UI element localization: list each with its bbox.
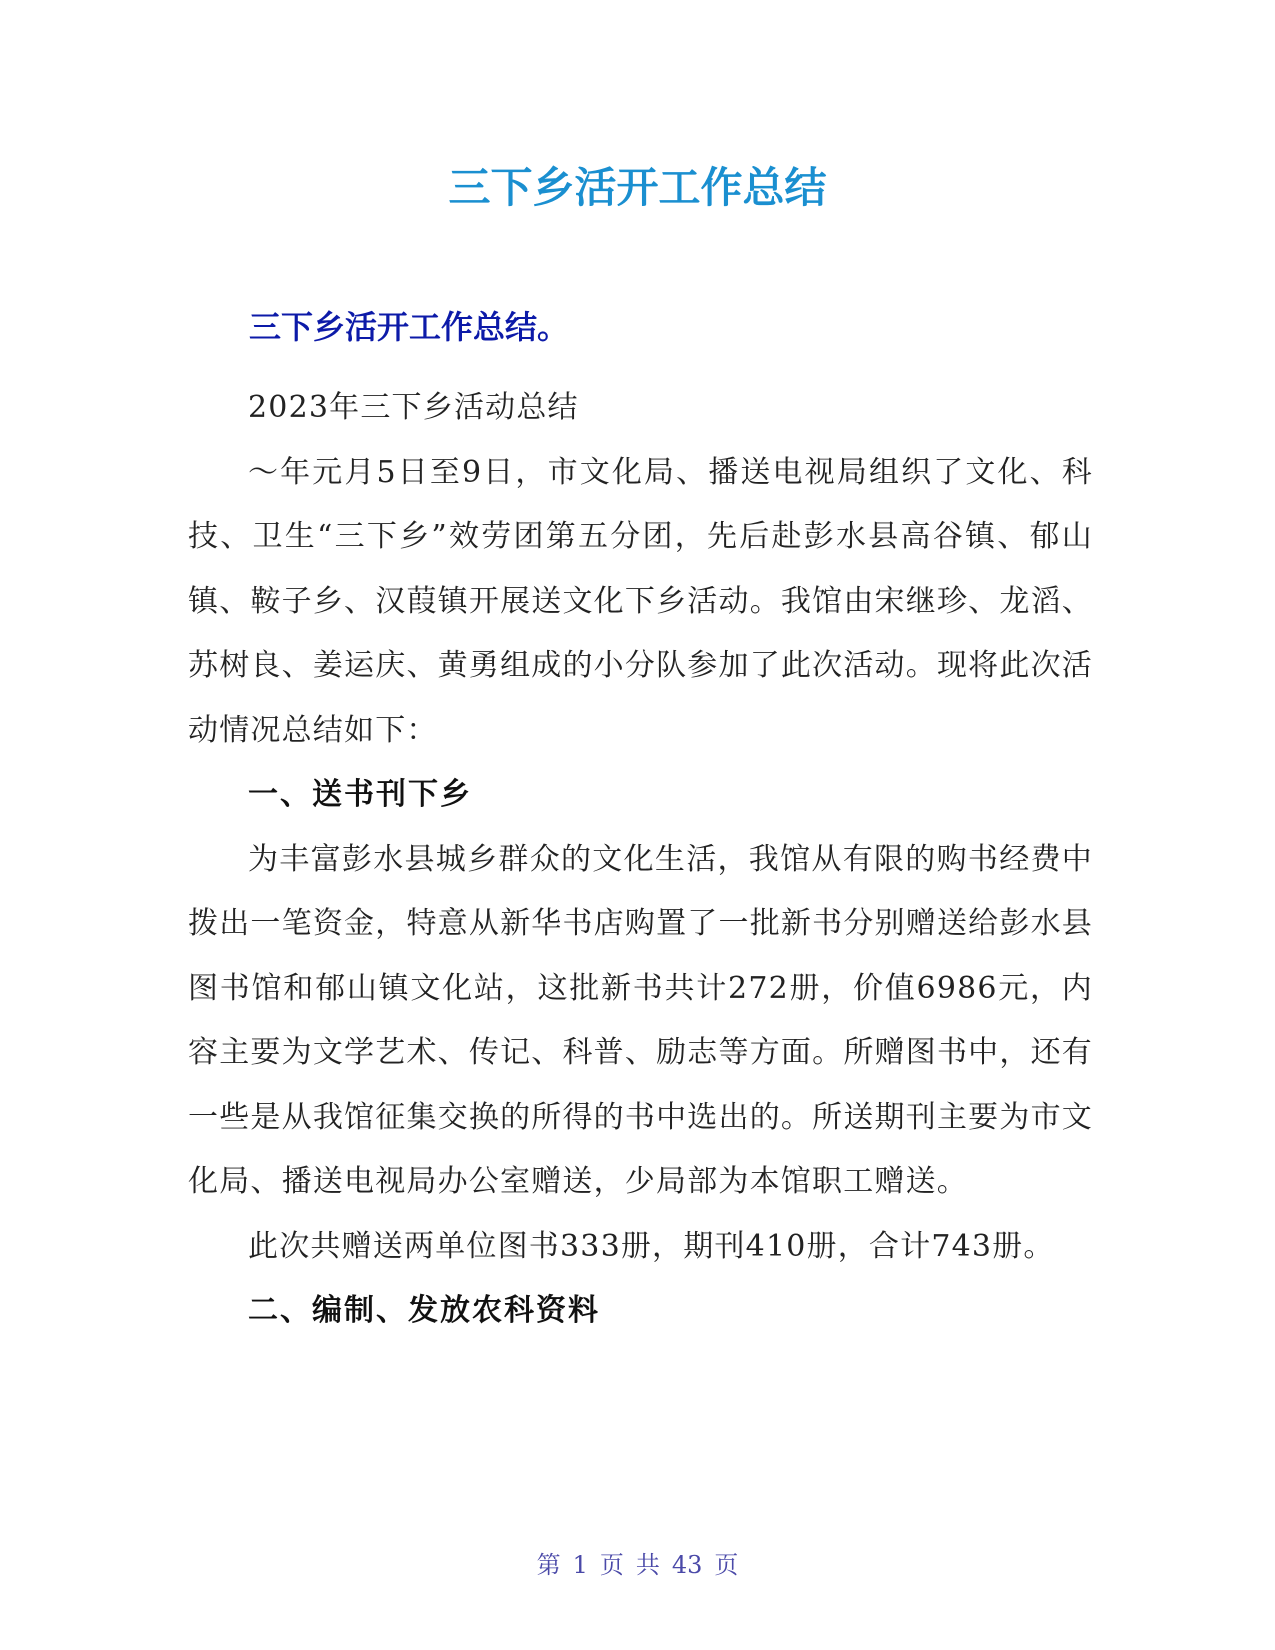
section-title: 三下乡活开工作总结。 xyxy=(249,308,570,346)
paragraph-books-detail: 为丰富彭水县城乡群众的文化生活，我馆从有限的购书经费中拨出一笔资金，特意从新华书店购置了一批新书分别赠送给彭水县图书馆和郁山镇文化站，这批新书共计272册，价值6986元，内容主要为文学艺术、传记、科普、励志等方面。所赠图书中，还有一些是从我馆征集交换的所得的书中选出的。所送期刊主要为市文化局、播送电视局办公室赠送，少局部为本馆职工赠送。 xyxy=(188,841,1093,1199)
footer-page-unit: 页 xyxy=(599,1551,624,1579)
page-footer xyxy=(0,1549,1275,1581)
document-title: 三下乡活开工作总结 xyxy=(448,163,827,212)
footer-current-page: 1 xyxy=(572,1551,588,1579)
document-body xyxy=(188,376,1093,1344)
paragraph-intro: ～年元月5日至9日，市文化局、播送电视局组织了文化、科技、卫生“三下乡”效劳团第五分团，先后赴彭水县高谷镇、郁山镇、鞍子乡、汉葭镇开展送文化下乡活动。我馆由宋继珍、龙滔、苏树良、姜运庆、黄勇组成的小分队参加了此次活动。现将此次活动情况总结如下： xyxy=(188,454,1093,748)
heading-send-books: 一、送书刊下乡 xyxy=(248,777,472,812)
footer-total-pages: 43 xyxy=(671,1551,703,1579)
footer-total-unit: 页 xyxy=(714,1551,739,1579)
heading-agri-materials: 二、编制、发放农科资料 xyxy=(248,1293,600,1328)
footer-total-label: 共 xyxy=(635,1551,660,1579)
footer-page-label: 第 xyxy=(536,1551,561,1579)
paragraph-books-total: 此次共赠送两单位图书333册，期刊410册，合计743册。 xyxy=(248,1228,1055,1264)
paragraph-year-summary: 2023年三下乡活动总结 xyxy=(248,390,579,425)
